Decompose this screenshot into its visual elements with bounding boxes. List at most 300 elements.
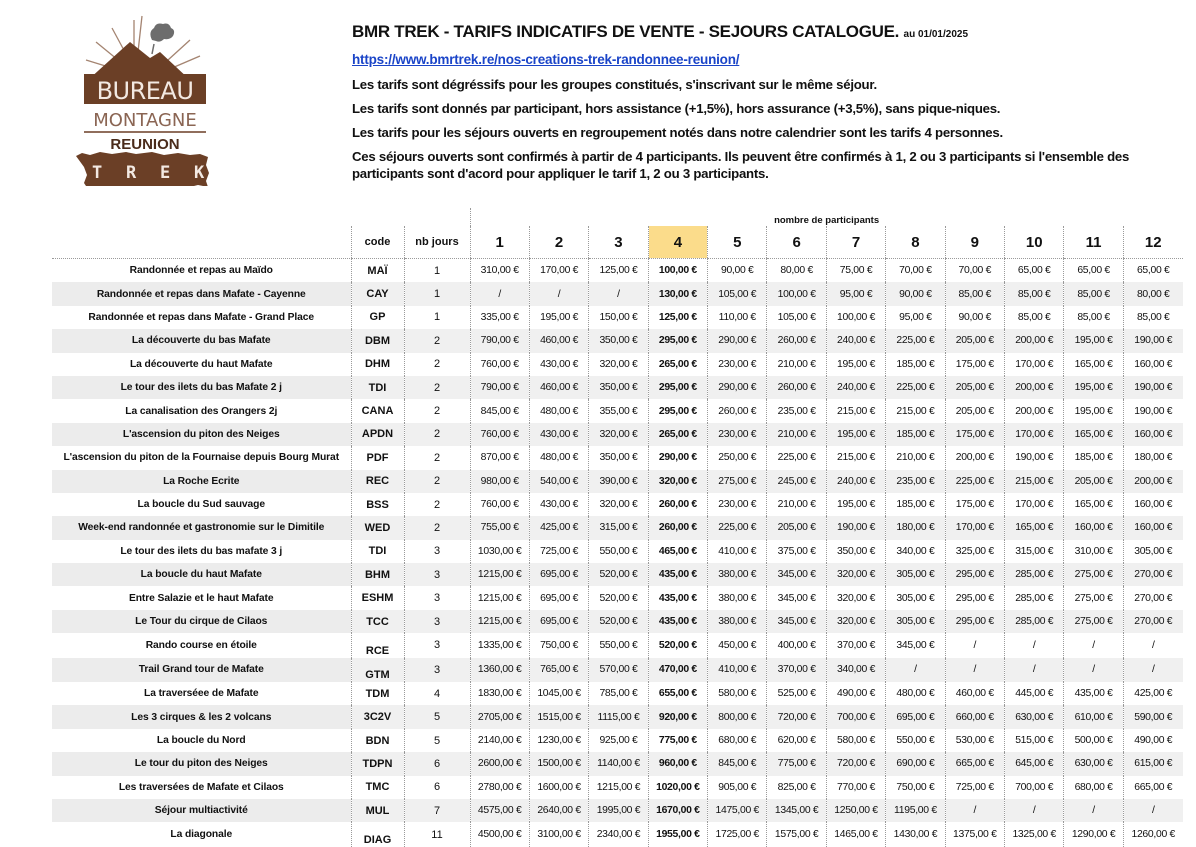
price-2-participants: 695,00 € [529, 586, 588, 609]
price-3-participants: 150,00 € [589, 306, 648, 329]
price-1-participants: 1030,00 € [470, 540, 529, 563]
price-4-participants: 655,00 € [648, 682, 707, 705]
price-3-participants: 520,00 € [589, 586, 648, 609]
price-9-participants: 660,00 € [945, 705, 1004, 728]
price-11-participants: 205,00 € [1064, 470, 1123, 493]
price-8-participants: 750,00 € [886, 776, 945, 799]
price-1-participants: 335,00 € [470, 306, 529, 329]
price-4-participants: 775,00 € [648, 729, 707, 752]
price-6-participants: 260,00 € [767, 329, 826, 352]
price-11-participants: 500,00 € [1064, 729, 1123, 752]
stay-name: Entre Salazie et le haut Mafate [128, 592, 274, 604]
stay-code: ESHM [351, 586, 404, 609]
stay-days: 2 [404, 423, 470, 446]
price-3-participants: 320,00 € [589, 353, 648, 376]
price-3-participants: 350,00 € [589, 329, 648, 352]
price-6-participants: 375,00 € [767, 540, 826, 563]
table-row [52, 752, 1183, 775]
header-participants-9: 9 [945, 226, 1004, 259]
price-8-participants: 215,00 € [886, 399, 945, 422]
price-3-participants: 320,00 € [589, 423, 648, 446]
logo-letter-t: T [92, 163, 103, 183]
price-3-participants: 1115,00 € [589, 705, 648, 728]
price-11-participants: 85,00 € [1064, 282, 1123, 305]
stay-days: 3 [404, 563, 470, 586]
stay-days: 3 [404, 540, 470, 563]
table-header-row [52, 226, 1183, 259]
price-10-participants: / [1005, 633, 1064, 657]
table-row [52, 423, 1183, 446]
price-8-participants: 345,00 € [886, 633, 945, 657]
price-5-participants: 410,00 € [708, 540, 767, 563]
stay-days: 2 [404, 516, 470, 539]
price-3-participants: 570,00 € [589, 658, 648, 682]
price-2-participants: 750,00 € [529, 633, 588, 657]
header-participants-3: 3 [589, 226, 648, 259]
price-8-participants: 695,00 € [886, 705, 945, 728]
stay-name: Randonnée et repas dans Mafate - Cayenne [52, 282, 351, 305]
price-11-participants: 165,00 € [1064, 423, 1123, 446]
price-12-participants: 85,00 € [1123, 306, 1182, 329]
price-12-participants: 490,00 € [1123, 729, 1182, 752]
price-7-participants: 75,00 € [826, 259, 885, 283]
table-row [52, 776, 1183, 799]
price-9-participants: 460,00 € [945, 682, 1004, 705]
price-5-participants: 845,00 € [708, 752, 767, 775]
price-3-participants: 520,00 € [589, 610, 648, 633]
stay-days: 5 [404, 729, 470, 752]
price-3-participants: 1995,00 € [589, 799, 648, 822]
stay-name: Le tour du piton des Neiges [52, 752, 351, 775]
price-12-participants: 190,00 € [1123, 399, 1182, 422]
price-4-participants: 520,00 € [648, 633, 707, 657]
price-3-participants: 350,00 € [589, 446, 648, 469]
logo-text-bureau: BUREAU [96, 77, 194, 105]
header-participants-12: 12 [1123, 226, 1182, 259]
price-9-participants: 530,00 € [945, 729, 1004, 752]
stay-code: TDI [351, 540, 404, 563]
logo-letter-e: E [160, 163, 171, 183]
price-5-participants: 110,00 € [708, 306, 767, 329]
price-1-participants: 1360,00 € [470, 658, 529, 682]
stay-name: L'ascension du piton de la Fournaise depuis Bourg Murat [63, 452, 340, 464]
stay-code: TMC [351, 776, 404, 799]
stay-code: 3C2V [351, 705, 404, 728]
stay-days: 2 [404, 353, 470, 376]
price-4-participants: 295,00 € [648, 376, 707, 399]
header-code: code [351, 226, 404, 259]
price-1-participants: 1335,00 € [470, 633, 529, 657]
price-2-participants: 695,00 € [529, 610, 588, 633]
price-10-participants: 190,00 € [1005, 446, 1064, 469]
stay-code: MUL [351, 799, 404, 822]
price-10-participants: 165,00 € [1005, 516, 1064, 539]
stay-code: DHM [351, 353, 404, 376]
header-participants-1: 1 [470, 226, 529, 259]
stay-name: Le tour des ilets du bas Mafate 2 j [52, 376, 351, 399]
logo-text-montagne: MONTAGNE [93, 110, 197, 131]
price-12-participants: 270,00 € [1123, 610, 1182, 633]
price-9-participants: 90,00 € [945, 306, 1004, 329]
price-9-participants: 175,00 € [945, 353, 1004, 376]
price-2-participants: 1600,00 € [529, 776, 588, 799]
note-open-stays: Les tarifs pour les séjours ouverts en regroupement notés dans notre calendrier sont les tarifs 4 personnes. [352, 125, 1003, 140]
price-5-participants: 225,00 € [708, 516, 767, 539]
table-row [52, 658, 1183, 682]
price-5-participants: 380,00 € [708, 563, 767, 586]
price-10-participants: 200,00 € [1005, 399, 1064, 422]
price-8-participants: 90,00 € [886, 282, 945, 305]
price-1-participants: 760,00 € [470, 423, 529, 446]
stay-name: L'ascension du piton des Neiges [52, 423, 351, 446]
price-2-participants: 430,00 € [529, 353, 588, 376]
price-1-participants: 755,00 € [470, 516, 529, 539]
price-9-participants: 200,00 € [945, 446, 1004, 469]
stay-days: 4 [404, 682, 470, 705]
price-9-participants: 70,00 € [945, 259, 1004, 283]
price-9-participants: 295,00 € [945, 610, 1004, 633]
price-2-participants: 540,00 € [529, 470, 588, 493]
price-9-participants: 1375,00 € [945, 822, 1004, 846]
page-title [352, 20, 1172, 47]
price-8-participants: 185,00 € [886, 493, 945, 516]
stay-name: Les 3 cirques & les 2 volcans [52, 705, 351, 728]
header-participants-2: 2 [529, 226, 588, 259]
price-7-participants: 100,00 € [826, 306, 885, 329]
price-6-participants: 620,00 € [767, 729, 826, 752]
price-11-participants: 1290,00 € [1064, 822, 1123, 846]
stay-code: TCC [351, 610, 404, 633]
stay-days: 2 [404, 329, 470, 352]
price-4-participants: 260,00 € [648, 493, 707, 516]
stay-days: 11 [404, 822, 470, 846]
header-participants-6: 6 [767, 226, 826, 259]
stay-name: Randonnée et repas au Maïdo [129, 265, 273, 277]
stay-code: WED [351, 516, 404, 539]
stay-name: Séjour multiactivité [52, 799, 351, 822]
price-7-participants: 215,00 € [826, 399, 885, 422]
price-4-participants: 130,00 € [648, 282, 707, 305]
document-header [352, 20, 1172, 182]
price-6-participants: 825,00 € [767, 776, 826, 799]
stay-code: GP [351, 306, 404, 329]
table-row [52, 799, 1183, 822]
price-9-participants: 295,00 € [945, 586, 1004, 609]
price-2-participants: 695,00 € [529, 563, 588, 586]
price-5-participants: 275,00 € [708, 470, 767, 493]
price-1-participants: 4500,00 € [470, 822, 529, 846]
price-8-participants: 225,00 € [886, 329, 945, 352]
table-row [52, 282, 1183, 305]
stay-name: Le Tour du cirque de Cilaos [52, 610, 351, 633]
price-11-participants: 630,00 € [1064, 752, 1123, 775]
stay-name: La découverte du haut Mafate [129, 358, 273, 370]
price-7-participants: 190,00 € [826, 516, 885, 539]
stay-days: 5 [404, 705, 470, 728]
price-10-participants: / [1005, 658, 1064, 682]
price-11-participants: / [1064, 658, 1123, 682]
price-5-participants: 580,00 € [708, 682, 767, 705]
price-5-participants: 290,00 € [708, 329, 767, 352]
table-row [52, 633, 1183, 657]
website-link[interactable]: https://www.bmrtrek.re/nos-creations-trek-randonnee-reunion/ [352, 52, 740, 67]
price-10-participants: 285,00 € [1005, 586, 1064, 609]
price-8-participants: 305,00 € [886, 586, 945, 609]
stay-days: 7 [404, 799, 470, 822]
price-10-participants: 170,00 € [1005, 493, 1064, 516]
price-11-participants: 275,00 € [1064, 563, 1123, 586]
price-2-participants: 1230,00 € [529, 729, 588, 752]
mountain-logo-icon [72, 14, 222, 186]
price-10-participants: 85,00 € [1005, 282, 1064, 305]
price-2-participants: / [529, 282, 588, 305]
price-5-participants: 1475,00 € [708, 799, 767, 822]
stay-name: La boucle du Sud sauvage [137, 499, 265, 511]
price-1-participants: 760,00 € [470, 493, 529, 516]
price-4-participants: 1955,00 € [648, 822, 707, 846]
header-participants-7: 7 [826, 226, 885, 259]
logo-letter-k: K [194, 163, 205, 183]
price-7-participants: 320,00 € [826, 610, 885, 633]
price-5-participants: 380,00 € [708, 586, 767, 609]
stay-days: 6 [404, 752, 470, 775]
price-6-participants: 525,00 € [767, 682, 826, 705]
stay-code: TDI [351, 376, 404, 399]
price-7-participants: 1465,00 € [826, 822, 885, 846]
price-12-participants: 270,00 € [1123, 563, 1182, 586]
header-participants-8: 8 [886, 226, 945, 259]
header-days: nb jours [404, 226, 470, 259]
price-1-participants: 4575,00 € [470, 799, 529, 822]
table-row [52, 586, 1183, 609]
price-7-participants: 370,00 € [826, 633, 885, 657]
price-11-participants: 275,00 € [1064, 610, 1123, 633]
price-9-participants: 665,00 € [945, 752, 1004, 775]
price-2-participants: 1045,00 € [529, 682, 588, 705]
price-12-participants: 190,00 € [1123, 376, 1182, 399]
price-10-participants: 315,00 € [1005, 540, 1064, 563]
table-row [52, 376, 1183, 399]
price-11-participants: 680,00 € [1064, 776, 1123, 799]
price-5-participants: 230,00 € [708, 493, 767, 516]
price-11-participants: 195,00 € [1064, 329, 1123, 352]
price-9-participants: 85,00 € [945, 282, 1004, 305]
price-3-participants: 355,00 € [589, 399, 648, 422]
stay-days: 2 [404, 470, 470, 493]
price-3-participants: 350,00 € [589, 376, 648, 399]
price-9-participants: 205,00 € [945, 399, 1004, 422]
stay-code: PDF [351, 446, 404, 469]
title-date: au 01/01/2025 [903, 29, 969, 40]
price-8-participants: 690,00 € [886, 752, 945, 775]
price-5-participants: 105,00 € [708, 282, 767, 305]
price-8-participants: 1195,00 € [886, 799, 945, 822]
price-9-participants: 175,00 € [945, 493, 1004, 516]
price-5-participants: 230,00 € [708, 423, 767, 446]
price-5-participants: 90,00 € [708, 259, 767, 283]
stay-name: La diagonale [170, 829, 233, 841]
table-row [52, 729, 1183, 752]
price-11-participants: 275,00 € [1064, 586, 1123, 609]
price-1-participants: 790,00 € [470, 376, 529, 399]
table-row [52, 493, 1183, 516]
stay-code: CAY [351, 282, 404, 305]
stay-name: Rando course en étoile [145, 639, 257, 651]
stay-days: 1 [404, 259, 470, 283]
price-6-participants: 260,00 € [767, 376, 826, 399]
price-11-participants: 185,00 € [1064, 446, 1123, 469]
table-row [52, 705, 1183, 728]
price-11-participants: 195,00 € [1064, 376, 1123, 399]
price-7-participants: 350,00 € [826, 540, 885, 563]
header-participants-11: 11 [1064, 226, 1123, 259]
table-row [52, 259, 1183, 283]
stay-code: REC [351, 470, 404, 493]
price-6-participants: 235,00 € [767, 399, 826, 422]
price-10-participants: 445,00 € [1005, 682, 1064, 705]
price-10-participants: 200,00 € [1005, 329, 1064, 352]
price-4-participants: 290,00 € [648, 446, 707, 469]
price-8-participants: 95,00 € [886, 306, 945, 329]
price-table-body [52, 259, 1183, 847]
price-5-participants: 260,00 € [708, 399, 767, 422]
price-8-participants: 210,00 € [886, 446, 945, 469]
price-8-participants: 225,00 € [886, 376, 945, 399]
stay-name: La boucle du haut Mafate [52, 563, 351, 586]
stay-days: 3 [404, 658, 470, 682]
logo-text-reunion: REUNION [110, 136, 180, 153]
price-3-participants: 320,00 € [589, 493, 648, 516]
price-8-participants: 185,00 € [886, 353, 945, 376]
price-9-participants: 725,00 € [945, 776, 1004, 799]
price-12-participants: 180,00 € [1123, 446, 1182, 469]
header-participants-4-highlighted: 4 [648, 226, 707, 259]
price-6-participants: 80,00 € [767, 259, 826, 283]
price-12-participants: 80,00 € [1123, 282, 1182, 305]
price-1-participants: 1215,00 € [470, 610, 529, 633]
price-2-participants: 170,00 € [529, 259, 588, 283]
price-6-participants: 105,00 € [767, 306, 826, 329]
stay-days: 2 [404, 493, 470, 516]
participants-group-header: nombre de participants [470, 208, 1183, 226]
price-10-participants: 630,00 € [1005, 705, 1064, 728]
price-10-participants: 1325,00 € [1005, 822, 1064, 846]
table-row [52, 682, 1183, 705]
price-5-participants: 1725,00 € [708, 822, 767, 846]
price-6-participants: 205,00 € [767, 516, 826, 539]
price-9-participants: 205,00 € [945, 376, 1004, 399]
price-8-participants: 1430,00 € [886, 822, 945, 846]
price-11-participants: 610,00 € [1064, 705, 1123, 728]
stay-days: 3 [404, 633, 470, 657]
stay-code: APDN [351, 423, 404, 446]
stay-name: La Roche Ecrite [52, 470, 351, 493]
stay-code: BDN [351, 729, 404, 752]
table-row [52, 329, 1183, 352]
stay-name: Week-end randonnée et gastronomie sur le Dimitile [52, 516, 351, 539]
stay-days: 3 [404, 610, 470, 633]
price-3-participants: 125,00 € [589, 259, 648, 283]
price-12-participants: 200,00 € [1123, 470, 1182, 493]
price-8-participants: 305,00 € [886, 563, 945, 586]
price-8-participants: 340,00 € [886, 540, 945, 563]
stay-name: Les traversées de Mafate et Cilaos [118, 781, 284, 793]
price-10-participants: 170,00 € [1005, 353, 1064, 376]
stay-code: MAÏ [351, 259, 404, 283]
price-12-participants: 425,00 € [1123, 682, 1182, 705]
price-7-participants: 1250,00 € [826, 799, 885, 822]
price-8-participants: 480,00 € [886, 682, 945, 705]
price-4-participants: 470,00 € [648, 658, 707, 682]
price-9-participants: 175,00 € [945, 423, 1004, 446]
price-7-participants: 240,00 € [826, 376, 885, 399]
price-1-participants: 980,00 € [470, 470, 529, 493]
price-9-participants: 205,00 € [945, 329, 1004, 352]
price-3-participants: 550,00 € [589, 540, 648, 563]
price-9-participants: / [945, 633, 1004, 657]
price-8-participants: 550,00 € [886, 729, 945, 752]
price-4-participants: 265,00 € [648, 353, 707, 376]
stay-code: BHM [351, 563, 404, 586]
price-10-participants: 215,00 € [1005, 470, 1064, 493]
stay-name: La découverte du bas Mafate [52, 329, 351, 352]
stay-days: 1 [404, 306, 470, 329]
price-3-participants: 925,00 € [589, 729, 648, 752]
price-7-participants: 320,00 € [826, 563, 885, 586]
price-12-participants: / [1123, 633, 1182, 657]
price-1-participants: 2600,00 € [470, 752, 529, 775]
price-7-participants: 720,00 € [826, 752, 885, 775]
table-row [52, 610, 1183, 633]
price-12-participants: 1260,00 € [1123, 822, 1182, 846]
price-1-participants: 845,00 € [470, 399, 529, 422]
price-7-participants: 490,00 € [826, 682, 885, 705]
price-4-participants: 320,00 € [648, 470, 707, 493]
stay-code: BSS [351, 493, 404, 516]
price-1-participants: 2140,00 € [470, 729, 529, 752]
price-4-participants: 1670,00 € [648, 799, 707, 822]
price-7-participants: 195,00 € [826, 423, 885, 446]
price-2-participants: 480,00 € [529, 399, 588, 422]
logo-letter-r: R [126, 163, 137, 183]
price-7-participants: 240,00 € [826, 470, 885, 493]
price-11-participants: 435,00 € [1064, 682, 1123, 705]
price-1-participants: / [470, 282, 529, 305]
table-row [52, 516, 1183, 539]
price-4-participants: 295,00 € [648, 399, 707, 422]
price-6-participants: 225,00 € [767, 446, 826, 469]
price-10-participants: 85,00 € [1005, 306, 1064, 329]
price-2-participants: 460,00 € [529, 329, 588, 352]
price-7-participants: 770,00 € [826, 776, 885, 799]
bmr-logo [72, 14, 222, 186]
price-4-participants: 125,00 € [648, 306, 707, 329]
price-2-participants: 3100,00 € [529, 822, 588, 846]
price-6-participants: 100,00 € [767, 282, 826, 305]
price-6-participants: 775,00 € [767, 752, 826, 775]
price-4-participants: 100,00 € [648, 259, 707, 283]
stay-days: 6 [404, 776, 470, 799]
price-table [52, 208, 1183, 847]
price-11-participants: 65,00 € [1064, 259, 1123, 283]
price-4-participants: 260,00 € [648, 516, 707, 539]
price-12-participants: 615,00 € [1123, 752, 1182, 775]
price-10-participants: 285,00 € [1005, 610, 1064, 633]
price-12-participants: 190,00 € [1123, 329, 1182, 352]
table-row [52, 822, 1183, 846]
stay-code: DIAG [351, 822, 404, 846]
price-7-participants: 195,00 € [826, 493, 885, 516]
